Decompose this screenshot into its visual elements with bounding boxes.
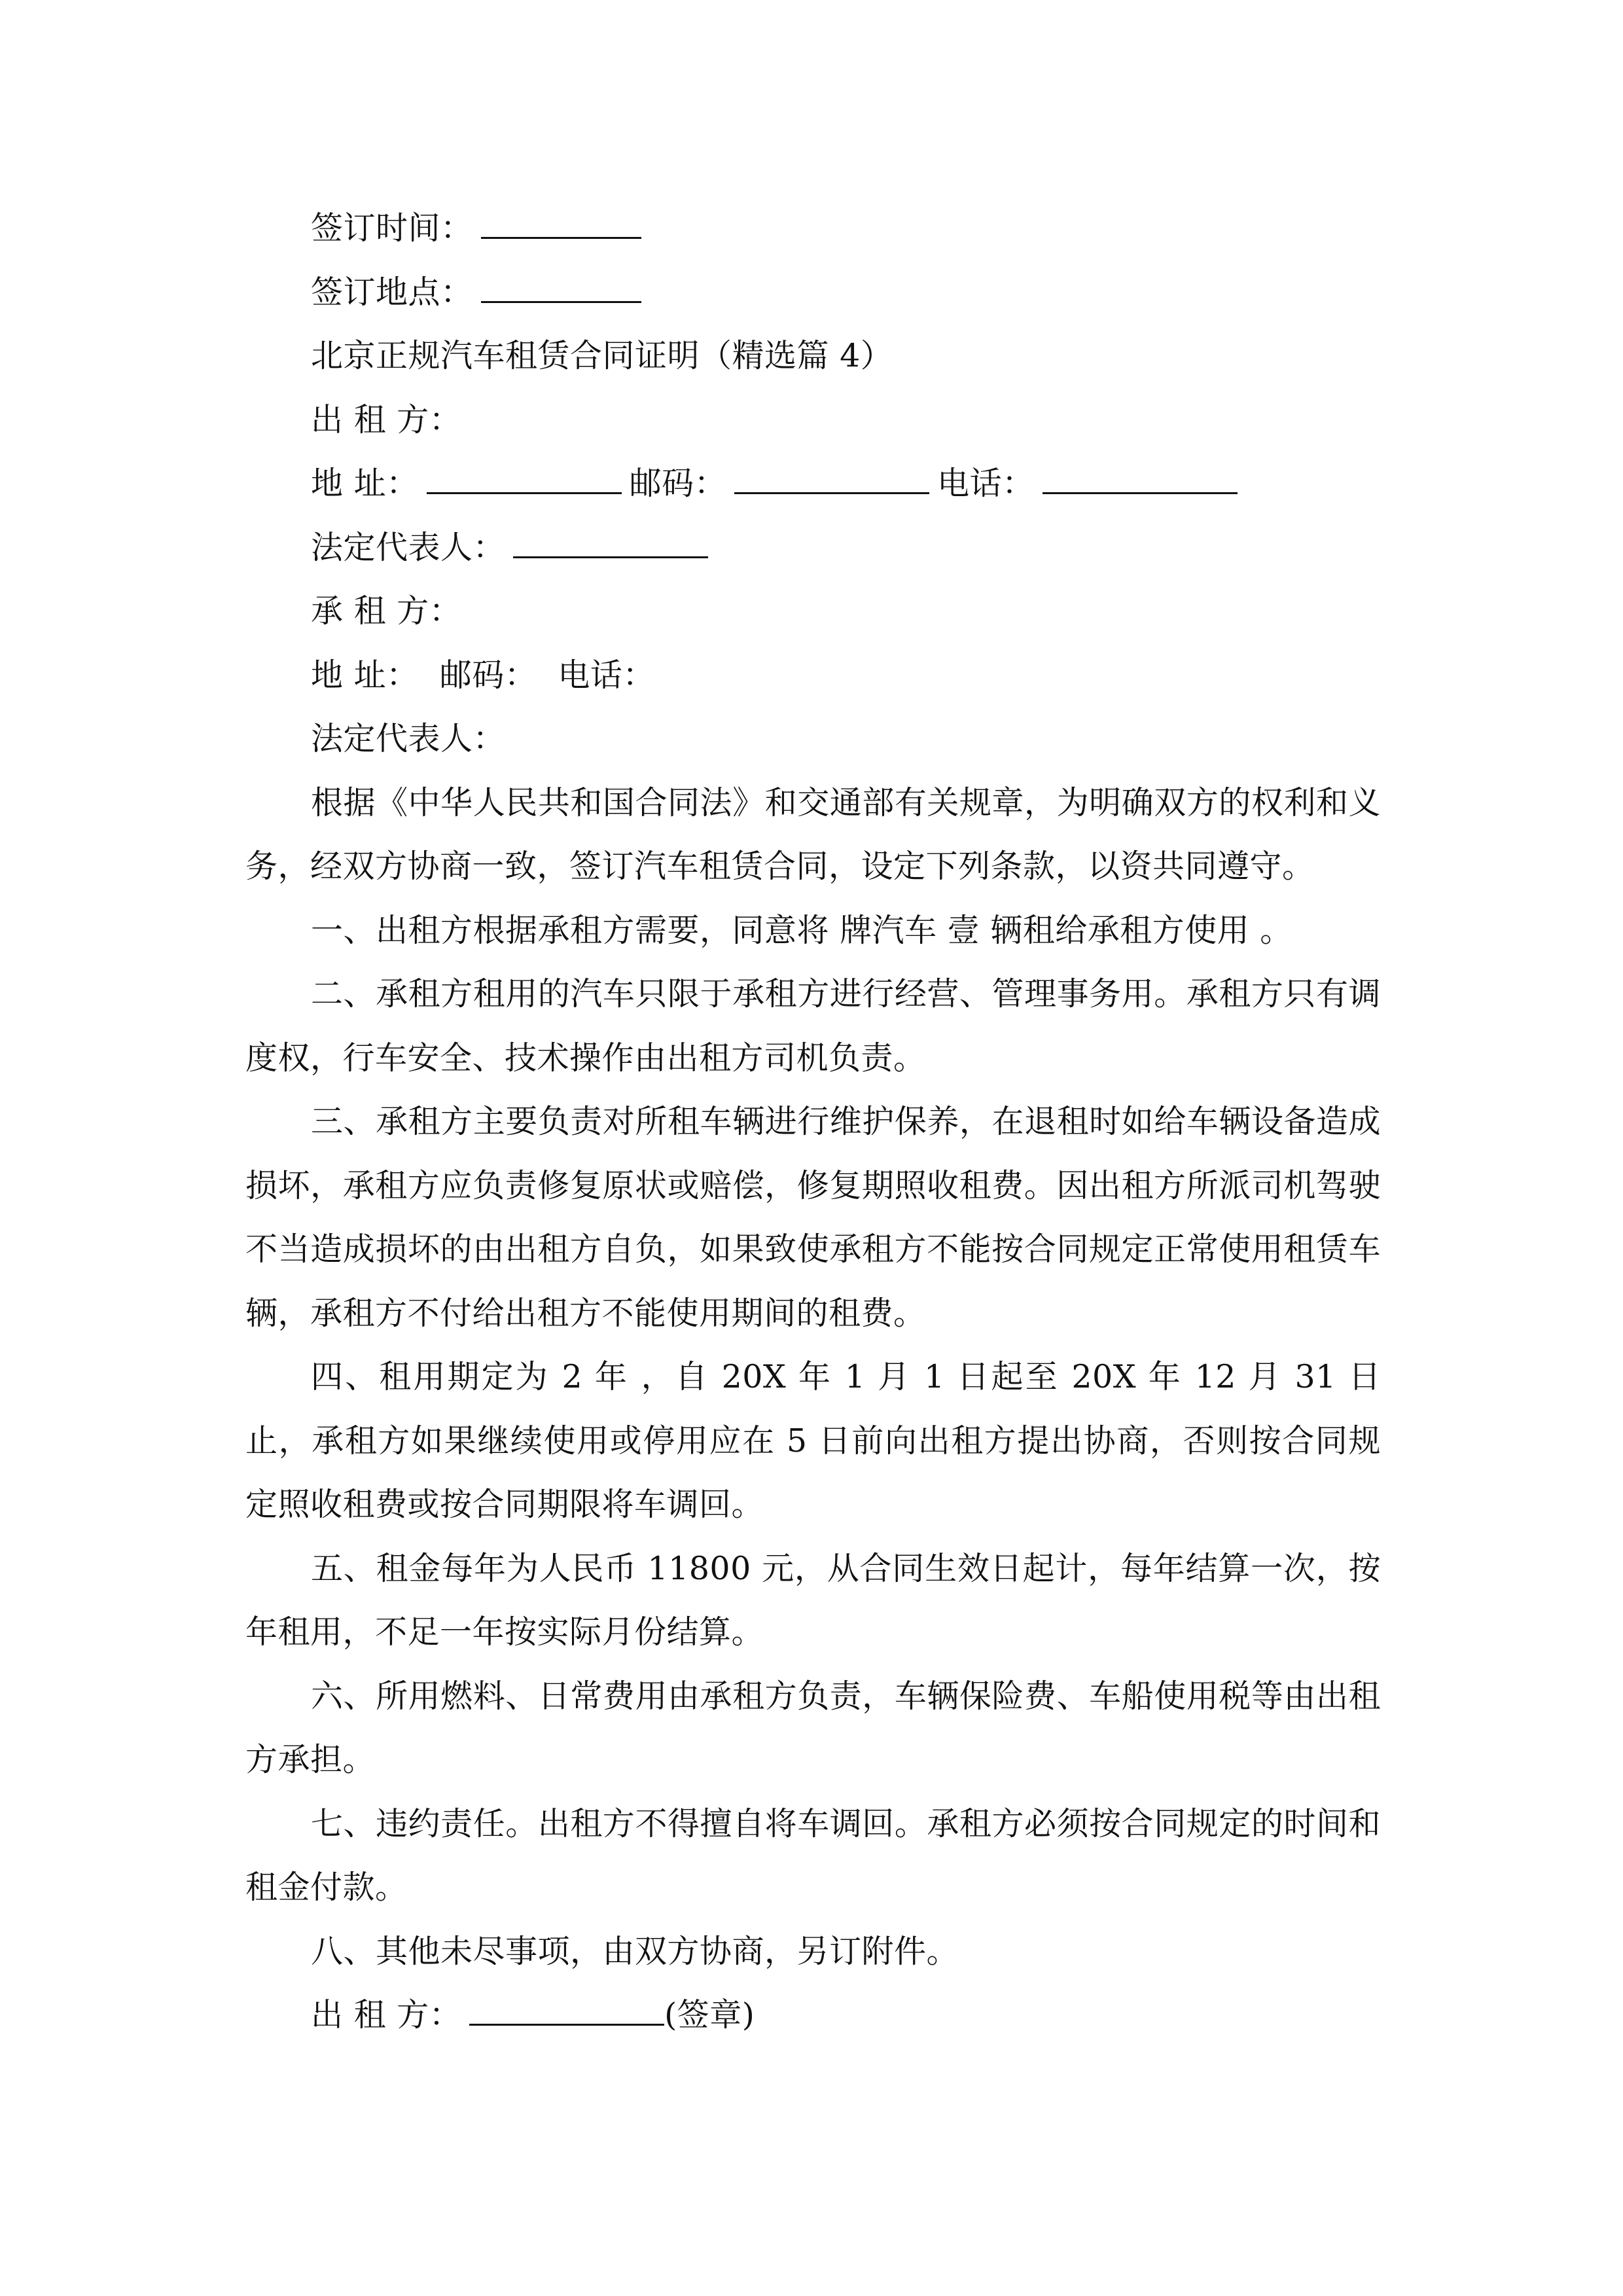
clause-2: 二、承租方租用的汽车只限于承租方进行经营、管理事务用。承租方只有调度权，行车安全、技术操作由出租方司机负责。 xyxy=(245,975,1381,1077)
sign-place-label: 签订地点： xyxy=(311,273,473,311)
lessor-legal-rep-line xyxy=(245,516,1381,580)
clause-8: 八、其他未尽事项，由双方协商，另订附件。 xyxy=(311,1932,959,1970)
lessee-label: 承 租 方： xyxy=(311,592,462,630)
lessor-signature-blank[interactable] xyxy=(469,1991,664,2026)
lessor-legal-rep-blank[interactable] xyxy=(513,524,708,558)
lessee-contact-line: 地 址： 邮码： 电话： xyxy=(311,656,655,694)
sign-time-line xyxy=(245,196,1381,260)
lessor-address-label: 地 址： xyxy=(311,465,419,502)
clause-1: 一、出租方根据承租方需要，同意将 牌汽车 壹 辆租给承租方使用 。 xyxy=(311,911,1293,949)
clause-4: 四、租用期定为 2 年 ，自 20X 年 1 月 1 日起至 20X 年 12 月 31 日止，承租方如果继续使用或停用应在 5 日前向出租方提出协商，否则按合同规定照收租费或按合同期限将车调回。 xyxy=(245,1358,1381,1523)
clause-7: 七、违约责任。出租方不得擅自将车调回。承租方必须按合同规定的时间和租金付款。 xyxy=(245,1804,1381,1906)
document-body xyxy=(245,196,1381,2047)
lessor-address-blank[interactable] xyxy=(427,459,622,494)
clause-5: 五、租金每年为人民币 11800 元，从合同生效日起计，每年结算一次，按年租用，不足一年按实际月份结算。 xyxy=(245,1549,1381,1651)
lessor-phone-blank[interactable] xyxy=(1043,459,1238,494)
clause-3: 三、承租方主要负责对所租车辆进行维护保养，在退租时如给车辆设备造成损坏，承租方应负责修复原状或赔偿，修复期照收租费。因出租方所派司机驾驶不当造成损坏的由出租方自负，如果致使承租方不能按合同规定正常使用租赁车辆，承租方不付给出租方不能使用期间的租费。 xyxy=(245,1103,1381,1332)
signature-lessor-label: 出 租 方： xyxy=(311,1996,462,2034)
clause-6: 六、所用燃料、日常费用由承租方负责，车辆保险费、车船使用税等由出租方承担。 xyxy=(245,1677,1381,1778)
lessor-postcode-blank[interactable] xyxy=(734,459,929,494)
lessor-postcode-label: 邮码： xyxy=(629,465,727,502)
lessor-contact-line xyxy=(245,452,1381,516)
sign-place-line xyxy=(245,260,1381,325)
sign-time-blank[interactable] xyxy=(481,204,641,239)
lessor-legal-rep-label: 法定代表人： xyxy=(311,528,506,566)
sign-time-label: 签订时间： xyxy=(311,209,473,247)
lessor-signature-line xyxy=(245,1983,1381,2047)
contract-title: 北京正规汽车租赁合同证明（精选篇 4） xyxy=(311,337,893,374)
lessor-phone-label: 电话： xyxy=(937,465,1035,502)
seal-label: (签章) xyxy=(664,1996,755,2034)
lessee-legal-rep-label: 法定代表人： xyxy=(311,720,506,757)
preamble-paragraph: 根据《中华人民共和国合同法》和交通部有关规章，为明确双方的权利和义务，经双方协商一致，签订汽车租赁合同，设定下列条款，以资共同遵守。 xyxy=(245,783,1381,885)
lessor-label: 出 租 方： xyxy=(311,401,462,439)
sign-place-blank[interactable] xyxy=(481,268,641,303)
